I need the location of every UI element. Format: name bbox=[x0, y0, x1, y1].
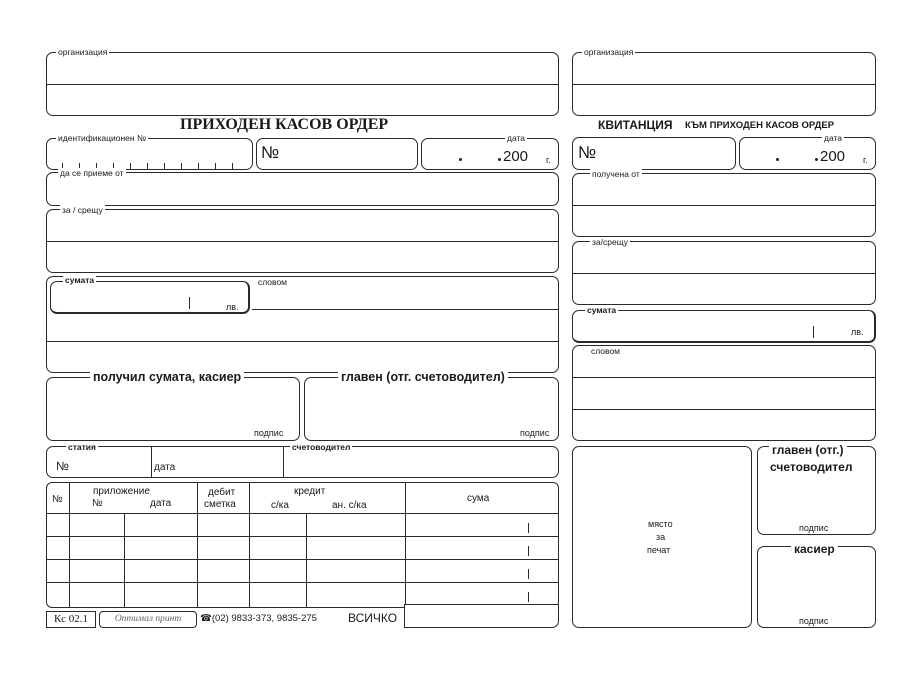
receipt-date-year-suffix: г. bbox=[863, 155, 868, 165]
receipt-amount-label: сумата bbox=[587, 305, 617, 315]
organization-box[interactable] bbox=[46, 52, 559, 116]
receipt-date-box[interactable] bbox=[739, 137, 876, 170]
order-number-sign: № bbox=[261, 143, 280, 162]
receipt-date-dot-1 bbox=[776, 158, 779, 161]
article-date-label: дата bbox=[154, 462, 176, 473]
amount-currency: лв. bbox=[226, 302, 239, 312]
for-against-label: за / срещу bbox=[62, 205, 103, 215]
stamp-text-3: печат bbox=[647, 545, 671, 555]
receipt-number-box[interactable] bbox=[572, 137, 736, 170]
receipt-chief-signature-label: подпис bbox=[799, 523, 829, 533]
article-number-sign: № bbox=[56, 459, 69, 473]
receipt-organization-box[interactable] bbox=[572, 52, 876, 116]
receipt-cashier-signature-label: подпис bbox=[799, 616, 829, 626]
amount-box[interactable] bbox=[50, 281, 250, 314]
order-number-box[interactable] bbox=[256, 138, 418, 170]
printer-phone: ☎(02) 9833-373, 9835-275 bbox=[200, 613, 317, 624]
table-col-attachment-no: № bbox=[92, 498, 103, 509]
order-title: ПРИХОДЕН КАСОВ ОРДЕР bbox=[180, 116, 389, 133]
receipt-chief-title-1: главен (отг.) bbox=[769, 443, 847, 457]
words-label: словом bbox=[258, 277, 288, 287]
chief-accountant-title: главен (отг. счетоводител) bbox=[338, 370, 508, 384]
for-against-box[interactable] bbox=[46, 209, 559, 273]
receipt-organization-label: организация bbox=[584, 47, 634, 57]
receipt-number-sign: № bbox=[578, 143, 597, 162]
table-col-credit: кредит bbox=[294, 486, 326, 497]
table-col-sk: с/ка bbox=[271, 500, 289, 511]
stamp-text-2: за bbox=[656, 532, 666, 542]
received-from-label: получена от bbox=[592, 169, 640, 179]
receipt-for-box[interactable] bbox=[572, 241, 876, 305]
cashier-title: получил сумата, касиер bbox=[90, 370, 244, 384]
date-year-suffix: г. bbox=[546, 155, 551, 165]
organization-label: организация bbox=[58, 47, 108, 57]
receipt-date-year: 200 bbox=[820, 148, 846, 165]
table-col-debit-2: сметка bbox=[204, 499, 236, 510]
date-dot-1 bbox=[459, 158, 462, 161]
receipt-words-box[interactable] bbox=[572, 345, 876, 441]
cashier-signature-label: подпис bbox=[254, 428, 284, 438]
stamp-text-1: място bbox=[648, 519, 673, 529]
table-col-sum: сума bbox=[467, 493, 490, 504]
total-label: ВСИЧКО bbox=[348, 611, 398, 625]
total-box[interactable] bbox=[404, 604, 559, 628]
date-box[interactable] bbox=[421, 138, 559, 170]
amount-label: сумата bbox=[65, 275, 95, 285]
receipt-title-rest: КЪМ ПРИХОДЕН КАСОВ ОРДЕР bbox=[685, 120, 835, 131]
receipt-chief-title-2: счетоводител bbox=[770, 460, 853, 474]
date-year: 200 bbox=[503, 148, 529, 165]
chief-signature-label: подпис bbox=[520, 428, 550, 438]
article-label: статия bbox=[68, 442, 96, 452]
accountant-label: счетоводител bbox=[292, 442, 351, 452]
table-col-no: № bbox=[52, 494, 63, 505]
table-col-debit-1: дебит bbox=[208, 487, 236, 498]
date-label: дата bbox=[507, 133, 526, 143]
form-code: Кс 02.1 bbox=[46, 611, 96, 628]
table-col-ansk: ан. с/ка bbox=[332, 500, 367, 511]
receipt-amount-currency: лв. bbox=[851, 327, 864, 337]
receipt-date-dot-2 bbox=[815, 158, 818, 161]
receipt-cashier-title: касиер bbox=[791, 542, 838, 556]
receipt-date-label: дата bbox=[824, 133, 843, 143]
table-col-attachment: приложение bbox=[93, 486, 150, 497]
receipt-title-main: КВИТАНЦИЯ bbox=[598, 118, 673, 132]
received-from-box[interactable] bbox=[572, 173, 876, 237]
receive-from-label: да се приеме от bbox=[60, 168, 124, 178]
receipt-for-label: за/срещу bbox=[592, 237, 629, 247]
receipt-words-label: словом bbox=[591, 346, 621, 356]
printer-brand: Оптимал принт bbox=[99, 611, 197, 628]
table-col-attachment-date: дата bbox=[150, 498, 172, 509]
date-dot-2 bbox=[498, 158, 501, 161]
id-number-label: идентификационен № bbox=[58, 133, 147, 143]
